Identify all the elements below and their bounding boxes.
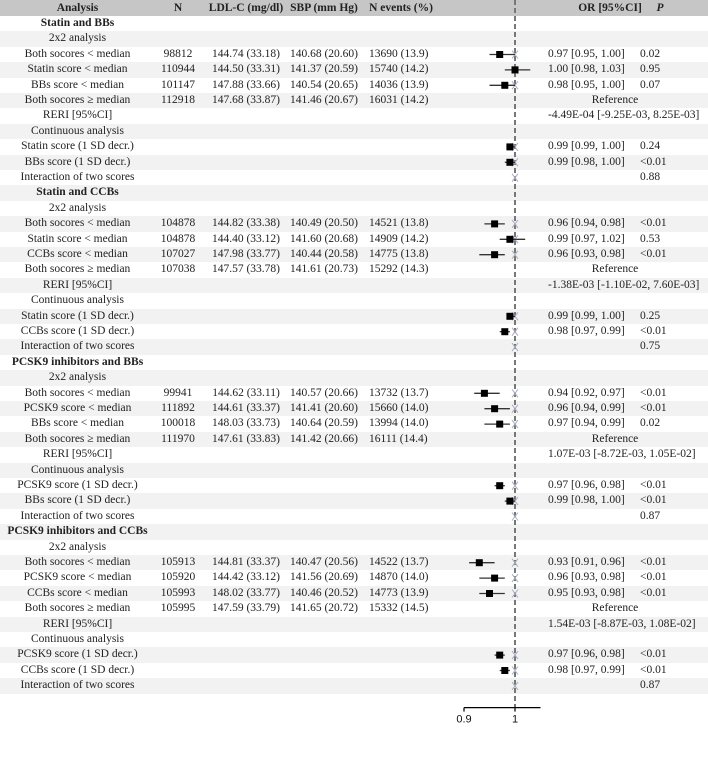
row-or: 0.96 [0.93, 0.98] xyxy=(548,248,625,260)
row-label: Continuous analysis xyxy=(31,294,124,307)
x-axis-tick-label: 0.9 xyxy=(456,713,472,726)
row-label: Continuous analysis xyxy=(31,124,124,137)
section-heading-row xyxy=(0,185,708,200)
table-row xyxy=(0,647,708,662)
row-label: PCSK9 inhibitors and BBs xyxy=(11,355,144,368)
row-ldl: 147.68 (33.87) xyxy=(211,94,281,106)
row-ldl: 144.81 (33.37) xyxy=(211,556,281,568)
row-ldl: 144.40 (33.12) xyxy=(211,232,281,245)
row-ldl: 144.42 (33.12) xyxy=(211,571,281,584)
row-p: 0.75 xyxy=(640,340,661,353)
row-events: 14522 (13.7) xyxy=(369,556,429,568)
row-ldl: 144.74 (33.18) xyxy=(211,47,281,60)
row-events: 14870 (14.0) xyxy=(369,571,429,584)
row-n: 99941 xyxy=(163,386,193,399)
row-p: <0.01 xyxy=(640,586,667,599)
row-label: Both socores ≥ median xyxy=(24,94,131,106)
table-row xyxy=(0,247,708,262)
row-events: 16031 (14.2) xyxy=(369,94,429,106)
row-or: 0.99 [0.99, 1.00] xyxy=(548,140,625,153)
row-label: CCBs score < median xyxy=(27,586,128,599)
table-row xyxy=(0,632,708,647)
row-ldl: 147.59 (33.79) xyxy=(211,602,281,615)
row-or: 0.94 [0.92, 0.97] xyxy=(548,386,625,399)
row-n: 105995 xyxy=(160,602,196,615)
row-p: <0.01 xyxy=(640,386,667,399)
row-sbp: 141.37 (20.59) xyxy=(289,63,359,76)
row-p: <0.01 xyxy=(640,155,667,168)
row-label: Interaction of two scores xyxy=(20,171,135,183)
header-or: OR [95%CI] xyxy=(578,2,642,14)
table-row xyxy=(0,386,708,401)
row-or: 0.98 [0.97, 0.99] xyxy=(548,663,625,676)
row-sbp: 141.41 (20.60) xyxy=(289,402,359,414)
table-row xyxy=(0,555,708,570)
row-events: 14775 (13.8) xyxy=(369,248,429,260)
row-ldl: 147.98 (33.77) xyxy=(211,248,281,260)
section-heading-row xyxy=(0,524,708,539)
row-p: 0.24 xyxy=(640,140,661,153)
row-events: 13732 (13.7) xyxy=(369,386,429,399)
row-label: RERI [95%CI] xyxy=(42,278,113,291)
row-label: PCSK9 score < median xyxy=(23,402,132,414)
row-p: 0.87 xyxy=(640,509,661,522)
row-n: 100018 xyxy=(160,417,196,430)
row-p: 0.53 xyxy=(640,232,661,245)
row-p: 0.07 xyxy=(640,78,661,91)
row-label: Both socores ≥ median xyxy=(24,263,131,276)
table-header xyxy=(0,0,708,16)
x-axis-tick-label: 1 xyxy=(511,713,519,726)
row-p: <0.01 xyxy=(640,217,667,230)
table-row xyxy=(0,124,708,139)
table-row xyxy=(0,678,708,693)
row-n: 112918 xyxy=(160,94,196,106)
table-row xyxy=(0,201,708,216)
table-row xyxy=(0,478,708,493)
table-row xyxy=(0,293,708,308)
row-label: CCBs score < median xyxy=(27,248,128,260)
row-label: Statin score (1 SD decr.) xyxy=(21,140,134,153)
row-sbp: 141.65 (20.72) xyxy=(289,602,359,615)
row-reri: 1.54E-03 [-8.87E-03, 1.08E-02] xyxy=(548,617,696,630)
row-sbp: 140.44 (20.58) xyxy=(289,248,359,260)
table-row xyxy=(0,339,708,354)
row-n: 110944 xyxy=(160,63,196,76)
row-label: BBs score (1 SD decr.) xyxy=(24,155,131,168)
row-or: 0.95 [0.93, 0.98] xyxy=(548,586,625,599)
row-reference: Reference xyxy=(591,432,639,445)
row-sbp: 140.68 (20.60) xyxy=(289,47,359,60)
table-row xyxy=(0,232,708,247)
row-label: PCSK9 inhibitors and CCBs xyxy=(7,525,148,538)
header-p: P xyxy=(656,2,664,14)
row-or: 0.96 [0.93, 0.98] xyxy=(548,571,625,584)
row-label: Statin score < median xyxy=(27,63,128,76)
row-p: <0.01 xyxy=(640,402,667,414)
table-row xyxy=(0,586,708,601)
row-p: <0.01 xyxy=(640,648,667,661)
row-n: 107038 xyxy=(160,263,196,276)
table-row xyxy=(0,309,708,324)
row-reference: Reference xyxy=(591,263,639,276)
table-row xyxy=(0,170,708,185)
row-ldl: 144.61 (33.37) xyxy=(211,402,281,414)
row-or: 0.96 [0.94, 0.99] xyxy=(548,402,625,414)
row-n: 111892 xyxy=(161,402,195,414)
row-p: <0.01 xyxy=(640,494,667,507)
row-p: <0.01 xyxy=(640,325,667,337)
row-p: 0.95 xyxy=(640,63,661,76)
section-heading-row xyxy=(0,16,708,31)
row-label: BBs score (1 SD decr.) xyxy=(24,494,131,507)
header-n: N xyxy=(173,2,183,14)
row-ldl: 144.62 (33.11) xyxy=(212,386,280,399)
table-row xyxy=(0,262,708,277)
row-reference: Reference xyxy=(591,94,639,106)
row-label: RERI [95%CI] xyxy=(42,617,113,630)
row-or: 0.99 [0.99, 1.00] xyxy=(548,309,625,322)
row-ldl: 147.88 (33.66) xyxy=(211,78,281,91)
table-row xyxy=(0,509,708,524)
row-events: 13994 (14.0) xyxy=(369,417,429,430)
section-heading-row xyxy=(0,355,708,370)
row-label: BBs score < median xyxy=(30,417,125,430)
row-label: 2x2 analysis xyxy=(48,32,107,45)
table-row xyxy=(0,601,708,616)
table-row xyxy=(0,447,708,462)
row-label: Both socores ≥ median xyxy=(24,432,131,445)
table-row xyxy=(0,370,708,385)
table-row xyxy=(0,155,708,170)
row-label: Statin and CCBs xyxy=(36,186,119,199)
row-p: 0.87 xyxy=(640,679,661,692)
row-n: 107027 xyxy=(160,248,196,260)
row-n: 105913 xyxy=(160,556,196,568)
row-label: Interaction of two scores xyxy=(20,340,135,353)
row-events: 14036 (13.9) xyxy=(369,78,429,91)
row-ldl: 144.50 (33.31) xyxy=(211,63,281,76)
row-events: 15292 (14.3) xyxy=(369,263,429,276)
row-sbp: 141.56 (20.69) xyxy=(289,571,359,584)
row-label: CCBs score (1 SD decr.) xyxy=(20,663,135,676)
table-row xyxy=(0,401,708,416)
row-label: 2x2 analysis xyxy=(48,201,107,214)
row-sbp: 140.57 (20.66) xyxy=(289,386,359,399)
row-sbp: 140.49 (20.50) xyxy=(289,217,359,230)
row-label: Both socores < median xyxy=(24,556,131,568)
table-row xyxy=(0,432,708,447)
row-ldl: 148.02 (33.77) xyxy=(211,586,281,599)
table-row xyxy=(0,324,708,339)
row-sbp: 141.61 (20.73) xyxy=(289,263,359,276)
header-events: N events (%) xyxy=(369,2,433,14)
row-label: Statin score < median xyxy=(27,232,128,245)
row-sbp: 140.64 (20.59) xyxy=(289,417,359,430)
row-p: <0.01 xyxy=(640,556,667,568)
row-or: 1.00 [0.98, 1.03] xyxy=(548,63,625,76)
row-label: Interaction of two scores xyxy=(20,509,135,522)
row-p: <0.01 xyxy=(640,571,667,584)
row-label: 2x2 analysis xyxy=(48,371,107,384)
row-or: 0.98 [0.97, 0.99] xyxy=(548,325,625,337)
table-row xyxy=(0,463,708,478)
row-label: Both socores < median xyxy=(24,47,131,60)
row-or: 0.97 [0.95, 1.00] xyxy=(548,47,625,60)
table-row xyxy=(0,278,708,293)
row-p: <0.01 xyxy=(640,248,667,260)
row-n: 98812 xyxy=(163,47,193,60)
row-label: 2x2 analysis xyxy=(48,540,107,553)
row-ldl: 147.61 (33.83) xyxy=(211,432,281,445)
row-or: 0.97 [0.94, 0.99] xyxy=(548,417,625,430)
table-row xyxy=(0,540,708,555)
row-reference: Reference xyxy=(591,602,639,615)
row-label: Both socores < median xyxy=(24,386,131,399)
row-sbp: 141.60 (20.68) xyxy=(289,232,359,245)
row-p: 0.25 xyxy=(640,309,661,322)
row-or: 0.97 [0.96, 0.98] xyxy=(548,648,625,661)
row-ldl: 147.57 (33.78) xyxy=(211,263,281,276)
row-label: PCSK9 score (1 SD decr.) xyxy=(17,479,138,491)
table-row xyxy=(0,617,708,632)
row-n: 104878 xyxy=(160,232,196,245)
row-events: 15660 (14.0) xyxy=(369,402,429,414)
row-events: 16111 (14.4) xyxy=(369,432,428,445)
row-sbp: 140.46 (20.52) xyxy=(289,586,359,599)
row-p: 0.02 xyxy=(640,417,661,430)
row-p: 0.88 xyxy=(640,171,661,183)
table-row xyxy=(0,31,708,46)
table-row xyxy=(0,663,708,678)
row-label: Both socores ≥ median xyxy=(24,602,131,615)
row-label: Both socores < median xyxy=(24,217,131,230)
row-label: Statin score (1 SD decr.) xyxy=(21,309,134,322)
row-label: BBs score < median xyxy=(30,78,125,91)
row-or: 0.96 [0.94, 0.98] xyxy=(548,217,625,230)
row-ldl: 148.03 (33.73) xyxy=(211,417,281,430)
row-reri: -4.49E-04 [-9.25E-03, 8.25E-03] xyxy=(548,109,700,122)
row-events: 14521 (13.8) xyxy=(369,217,429,230)
table-row xyxy=(0,493,708,508)
row-or: 0.99 [0.98, 1.00] xyxy=(548,494,625,507)
row-or: 0.99 [0.98, 1.00] xyxy=(548,155,625,168)
header-analysis: Analysis xyxy=(56,2,99,14)
header-ldl: LDL-C (mg/dl) xyxy=(208,2,284,14)
row-events: 15740 (14.2) xyxy=(369,63,429,76)
row-label: Interaction of two scores xyxy=(20,679,135,692)
row-label: CCBs score (1 SD decr.) xyxy=(20,325,135,337)
row-p: <0.01 xyxy=(640,479,667,491)
table-row xyxy=(0,570,708,585)
row-label: RERI [95%CI] xyxy=(42,448,113,461)
table-row xyxy=(0,108,708,123)
row-label: Continuous analysis xyxy=(31,463,124,476)
row-label: PCSK9 score < median xyxy=(23,571,132,584)
row-n: 101147 xyxy=(160,78,196,91)
row-label: Continuous analysis xyxy=(31,633,124,645)
row-label: RERI [95%CI] xyxy=(42,109,113,122)
row-events: 14909 (14.2) xyxy=(369,232,429,245)
row-reri: -1.38E-03 [-1.10E-02, 7.60E-03] xyxy=(548,278,700,291)
table-row xyxy=(0,416,708,431)
row-n: 105920 xyxy=(160,571,196,584)
row-events: 13690 (13.9) xyxy=(369,47,429,60)
row-events: 15332 (14.5) xyxy=(369,602,429,615)
row-sbp: 141.46 (20.67) xyxy=(289,94,359,106)
row-or: 0.99 [0.97, 1.02] xyxy=(548,232,625,245)
header-sbp: SBP (mm Hg) xyxy=(290,2,358,14)
table-row xyxy=(0,139,708,154)
row-label: PCSK9 score (1 SD decr.) xyxy=(17,648,138,661)
row-events: 14773 (13.9) xyxy=(369,586,429,599)
row-reri: 1.07E-03 [-8.72E-03, 1.05E-02] xyxy=(548,448,696,461)
row-n: 105993 xyxy=(160,586,196,599)
row-sbp: 140.47 (20.56) xyxy=(289,556,359,568)
row-n: 104878 xyxy=(160,217,196,230)
row-label: Statin and BBs xyxy=(40,17,115,29)
row-ldl: 144.82 (33.38) xyxy=(211,217,281,230)
table-row xyxy=(0,47,708,62)
row-p: 0.02 xyxy=(640,47,661,60)
row-or: 0.97 [0.96, 0.98] xyxy=(548,479,625,491)
table-row xyxy=(0,93,708,108)
row-sbp: 140.54 (20.65) xyxy=(289,78,359,91)
table-row xyxy=(0,62,708,77)
row-p: <0.01 xyxy=(640,663,667,676)
row-sbp: 141.42 (20.66) xyxy=(289,432,359,445)
table-row xyxy=(0,78,708,93)
table-row xyxy=(0,216,708,231)
row-n: 111970 xyxy=(161,432,195,445)
row-or: 0.93 [0.91, 0.96] xyxy=(548,556,625,568)
row-or: 0.98 [0.95, 1.00] xyxy=(548,78,625,91)
